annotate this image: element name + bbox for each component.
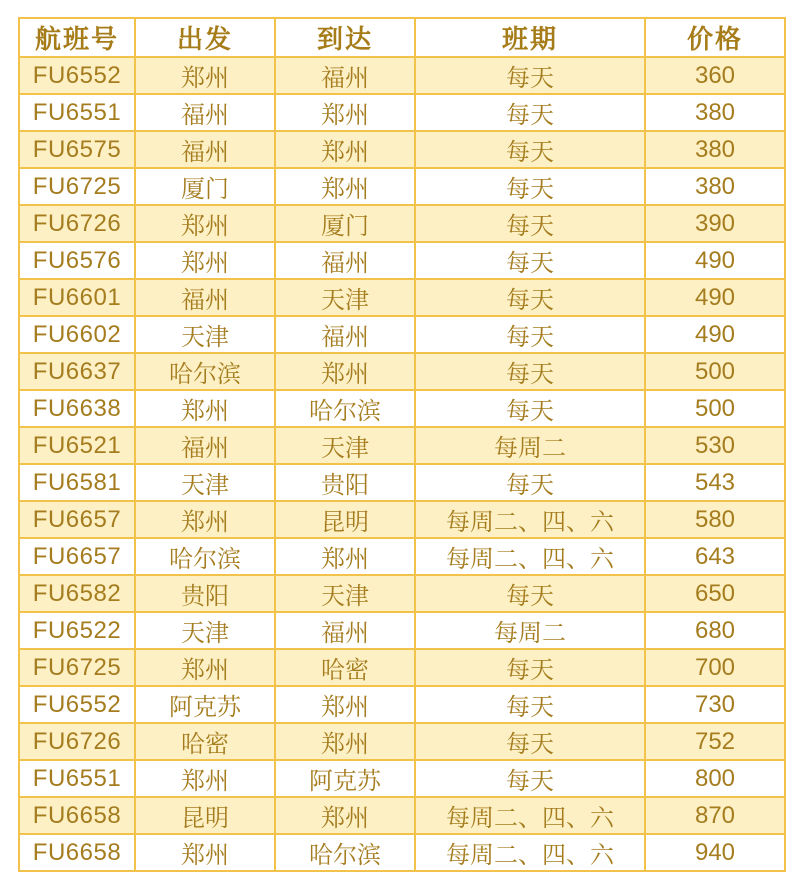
schedule-cell: 每天	[415, 279, 645, 316]
price-cell: 870	[645, 797, 785, 834]
flight-number-cell: FU6657	[19, 538, 135, 575]
arrival-city-cell: 哈尔滨	[275, 390, 415, 427]
arrival-city-cell: 福州	[275, 57, 415, 94]
schedule-cell: 每天	[415, 316, 645, 353]
arrival-city-cell: 郑州	[275, 686, 415, 723]
arrival-city-cell: 郑州	[275, 94, 415, 131]
arrival-city-cell: 贵阳	[275, 464, 415, 501]
flight-number-cell: FU6638	[19, 390, 135, 427]
departure-city-cell: 阿克苏	[135, 686, 275, 723]
flight-number-cell: FU6725	[19, 649, 135, 686]
departure-city-cell: 哈密	[135, 723, 275, 760]
table-row	[19, 834, 785, 871]
price-cell: 390	[645, 205, 785, 242]
table-row	[19, 427, 785, 464]
departure-city-cell: 贵阳	[135, 575, 275, 612]
header-from: 出发	[135, 18, 275, 57]
schedule-cell: 每天	[415, 464, 645, 501]
schedule-cell: 每天	[415, 649, 645, 686]
schedule-cell: 每天	[415, 94, 645, 131]
table-row	[19, 242, 785, 279]
flight-number-cell: FU6726	[19, 205, 135, 242]
price-cell: 730	[645, 686, 785, 723]
departure-city-cell: 郑州	[135, 57, 275, 94]
flight-number-cell: FU6725	[19, 168, 135, 205]
price-cell: 500	[645, 353, 785, 390]
departure-city-cell: 郑州	[135, 649, 275, 686]
departure-city-cell: 郑州	[135, 205, 275, 242]
flight-schedule-table	[18, 17, 786, 872]
price-cell: 700	[645, 649, 785, 686]
table-row	[19, 797, 785, 834]
table-row	[19, 723, 785, 760]
departure-city-cell: 郑州	[135, 834, 275, 871]
schedule-cell: 每天	[415, 575, 645, 612]
departure-city-cell: 昆明	[135, 797, 275, 834]
table-row	[19, 390, 785, 427]
arrival-city-cell: 天津	[275, 575, 415, 612]
flight-number-cell: FU6576	[19, 242, 135, 279]
departure-city-cell: 福州	[135, 94, 275, 131]
table-row	[19, 501, 785, 538]
schedule-cell: 每天	[415, 353, 645, 390]
price-cell: 752	[645, 723, 785, 760]
arrival-city-cell: 福州	[275, 242, 415, 279]
table-row	[19, 131, 785, 168]
departure-city-cell: 福州	[135, 131, 275, 168]
schedule-cell: 每天	[415, 242, 645, 279]
price-cell: 500	[645, 390, 785, 427]
arrival-city-cell: 天津	[275, 427, 415, 464]
price-cell: 940	[645, 834, 785, 871]
schedule-cell: 每天	[415, 131, 645, 168]
flight-number-cell: FU6581	[19, 464, 135, 501]
schedule-cell: 每周二、四、六	[415, 501, 645, 538]
departure-city-cell: 福州	[135, 279, 275, 316]
departure-city-cell: 天津	[135, 464, 275, 501]
price-cell: 380	[645, 168, 785, 205]
price-cell: 490	[645, 279, 785, 316]
header-flight-no: 航班号	[19, 18, 135, 57]
table-row	[19, 612, 785, 649]
flight-number-cell: FU6602	[19, 316, 135, 353]
flight-number-cell: FU6521	[19, 427, 135, 464]
table-row	[19, 57, 785, 94]
arrival-city-cell: 天津	[275, 279, 415, 316]
table-row	[19, 168, 785, 205]
departure-city-cell: 天津	[135, 316, 275, 353]
price-cell: 490	[645, 242, 785, 279]
table-header-row	[19, 18, 785, 57]
header-to: 到达	[275, 18, 415, 57]
schedule-cell: 每天	[415, 686, 645, 723]
flight-number-cell: FU6551	[19, 760, 135, 797]
departure-city-cell: 郑州	[135, 390, 275, 427]
flight-number-cell: FU6551	[19, 94, 135, 131]
table-row	[19, 686, 785, 723]
flight-number-cell: FU6658	[19, 797, 135, 834]
price-cell: 380	[645, 131, 785, 168]
arrival-city-cell: 厦门	[275, 205, 415, 242]
table-row	[19, 464, 785, 501]
price-cell: 490	[645, 316, 785, 353]
schedule-cell: 每周二、四、六	[415, 797, 645, 834]
price-cell: 360	[645, 57, 785, 94]
table-row	[19, 94, 785, 131]
arrival-city-cell: 昆明	[275, 501, 415, 538]
flight-number-cell: FU6601	[19, 279, 135, 316]
header-price: 价格	[645, 18, 785, 57]
flight-number-cell: FU6575	[19, 131, 135, 168]
table-row	[19, 353, 785, 390]
arrival-city-cell: 郑州	[275, 797, 415, 834]
table-row	[19, 760, 785, 797]
schedule-cell: 每周二	[415, 427, 645, 464]
price-cell: 580	[645, 501, 785, 538]
table-row	[19, 649, 785, 686]
flight-number-cell: FU6657	[19, 501, 135, 538]
arrival-city-cell: 郑州	[275, 131, 415, 168]
arrival-city-cell: 郑州	[275, 538, 415, 575]
departure-city-cell: 福州	[135, 427, 275, 464]
table-row	[19, 575, 785, 612]
table-row	[19, 538, 785, 575]
price-cell: 380	[645, 94, 785, 131]
flight-number-cell: FU6552	[19, 686, 135, 723]
flight-number-cell: FU6552	[19, 57, 135, 94]
schedule-cell: 每周二	[415, 612, 645, 649]
price-cell: 543	[645, 464, 785, 501]
schedule-cell: 每天	[415, 205, 645, 242]
schedule-cell: 每天	[415, 57, 645, 94]
departure-city-cell: 郑州	[135, 242, 275, 279]
flight-number-cell: FU6726	[19, 723, 135, 760]
schedule-cell: 每天	[415, 168, 645, 205]
flight-schedule-sheet	[18, 17, 784, 872]
arrival-city-cell: 阿克苏	[275, 760, 415, 797]
schedule-cell: 每周二、四、六	[415, 834, 645, 871]
schedule-cell: 每天	[415, 760, 645, 797]
arrival-city-cell: 郑州	[275, 168, 415, 205]
departure-city-cell: 郑州	[135, 760, 275, 797]
price-cell: 800	[645, 760, 785, 797]
arrival-city-cell: 哈尔滨	[275, 834, 415, 871]
table-row	[19, 316, 785, 353]
arrival-city-cell: 郑州	[275, 723, 415, 760]
departure-city-cell: 哈尔滨	[135, 538, 275, 575]
arrival-city-cell: 哈密	[275, 649, 415, 686]
header-schedule: 班期	[415, 18, 645, 57]
table-row	[19, 205, 785, 242]
departure-city-cell: 天津	[135, 612, 275, 649]
flight-number-cell: FU6522	[19, 612, 135, 649]
arrival-city-cell: 福州	[275, 316, 415, 353]
flight-number-cell: FU6582	[19, 575, 135, 612]
schedule-cell: 每周二、四、六	[415, 538, 645, 575]
table-body	[19, 57, 785, 871]
arrival-city-cell: 郑州	[275, 353, 415, 390]
price-cell: 530	[645, 427, 785, 464]
schedule-cell: 每天	[415, 390, 645, 427]
flight-number-cell: FU6637	[19, 353, 135, 390]
price-cell: 643	[645, 538, 785, 575]
price-cell: 650	[645, 575, 785, 612]
departure-city-cell: 郑州	[135, 501, 275, 538]
schedule-cell: 每天	[415, 723, 645, 760]
departure-city-cell: 哈尔滨	[135, 353, 275, 390]
table-row	[19, 279, 785, 316]
price-cell: 680	[645, 612, 785, 649]
departure-city-cell: 厦门	[135, 168, 275, 205]
arrival-city-cell: 福州	[275, 612, 415, 649]
flight-number-cell: FU6658	[19, 834, 135, 871]
